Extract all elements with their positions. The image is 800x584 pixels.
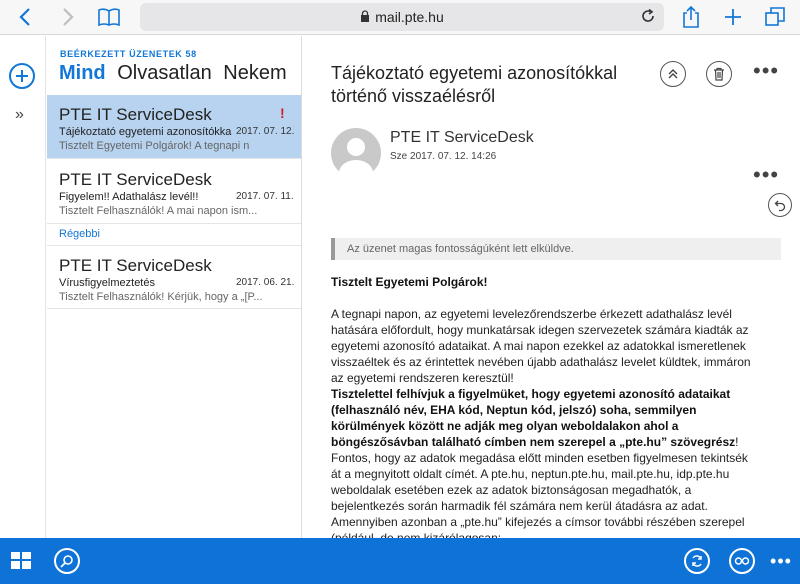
apps-grid-icon[interactable] bbox=[9, 548, 35, 574]
message-date: 2017. 07. 11. bbox=[236, 191, 294, 202]
address-bar[interactable] bbox=[140, 3, 664, 31]
bookmarks-icon[interactable] bbox=[96, 4, 122, 30]
filter-to-me[interactable]: Nekem bbox=[223, 62, 287, 84]
reply-icon[interactable] bbox=[768, 193, 792, 217]
message-subject: Vírusfigyelmeztetés bbox=[59, 277, 155, 289]
email-sent-date: Sze 2017. 07. 12. 14:26 bbox=[390, 151, 497, 162]
delete-icon[interactable] bbox=[706, 61, 732, 87]
expand-icon[interactable]: » bbox=[15, 106, 24, 123]
email-paragraph-rest: ! Fontos, hogy az adatok megadása előtt minden esetben figyelmesen tekintsék át a megnyitott oldalt címét. A pte.hu, neptun.pte.hu, mail.pte.hu, idp.pte.hu weboldalak esetében ezek az adatok biztonságosan megadhatók, a bejelentkezés során harmadik fél számára nem kerül átadásra az adat. Amennyiben azonban a „pte.hu” kifejezés a címsor további részében szerepel bbox=[331, 435, 748, 529]
search-icon[interactable] bbox=[54, 548, 80, 574]
message-list-pane bbox=[47, 36, 302, 538]
message-date: 2017. 06. 21. bbox=[236, 277, 295, 288]
collapse-icon[interactable] bbox=[660, 61, 686, 87]
share-icon[interactable] bbox=[678, 4, 704, 30]
left-rail bbox=[0, 36, 46, 538]
lock-icon bbox=[360, 9, 370, 25]
message-sender: PTE IT ServiceDesk bbox=[59, 256, 212, 275]
message-sender: PTE IT ServiceDesk bbox=[59, 105, 212, 124]
compose-icon[interactable] bbox=[9, 63, 35, 89]
more-options-icon[interactable]: ••• bbox=[753, 58, 780, 83]
group-header-older: Régebbi bbox=[59, 228, 100, 240]
message-item[interactable] bbox=[47, 245, 301, 309]
more-icon[interactable]: ••• bbox=[770, 550, 792, 571]
message-subject: Figyelem!! Adathalász levél!! bbox=[59, 191, 199, 203]
sync-icon[interactable] bbox=[684, 548, 710, 574]
email-sender: PTE IT ServiceDesk bbox=[390, 129, 534, 146]
forward-icon[interactable] bbox=[55, 4, 81, 30]
browser-toolbar bbox=[0, 0, 800, 35]
importance-notice: Az üzenet magas fontosságúként lett elküldve. bbox=[331, 238, 781, 260]
filter-all[interactable]: Mind bbox=[59, 62, 106, 84]
message-date: 2017. 07. 12. bbox=[236, 126, 295, 137]
message-item[interactable] bbox=[47, 160, 301, 224]
inbox-count: BEÉRKEZETT ÜZENETEK 58 bbox=[60, 49, 197, 59]
importance-flag-icon: ! bbox=[280, 105, 285, 121]
reading-pane bbox=[303, 36, 800, 538]
message-preview: Tisztelt Egyetemi Polgárok! A tegnapi n bbox=[59, 140, 250, 152]
tabs-icon[interactable] bbox=[762, 4, 788, 30]
url-text: mail.pte.hu bbox=[375, 9, 444, 25]
email-paragraph: A tegnapi napon, az egyetemi levelezőrendszerbe érkezett adathalász levél hatására előfordult, hogy munkatársak idegen szervezetek számára kiadták az egyetemi azonosító adataikat. A mai napon ezekkel az adatokkal ismeretlenek visszaéltek és az érintettek nevében újabb adathalász levelet küldtek, immáron az egyetemi rendszeren keresztül! bbox=[331, 307, 751, 385]
filter-tabs bbox=[59, 62, 293, 85]
back-icon[interactable] bbox=[12, 4, 38, 30]
message-item-selected[interactable] bbox=[47, 95, 301, 159]
email-bold-warning: Tisztelettel felhívjuk a figyelmüket, hogy egyetemi azonosító adataikat (felhasználó név, EHA kód, Neptun kód, jelszó) soha, semmilyen körülmények között ne adják meg olyan weboldalakon ahol a böngészősávban található címben nem szerepel a „pte.hu” szövegrész bbox=[331, 387, 736, 449]
email-title: Tájékoztató egyetemi azonosítókkal történő visszaélésről bbox=[331, 63, 618, 106]
reload-icon[interactable] bbox=[640, 8, 656, 27]
message-preview: Tisztelt Felhasználók! Kérjük, hogy a „[P... bbox=[59, 291, 263, 303]
email-greeting: Tisztelt Egyetemi Polgárok! bbox=[331, 275, 488, 289]
new-tab-icon[interactable] bbox=[720, 4, 746, 30]
message-subject: Tájékoztató egyetemi azonosítókka bbox=[59, 126, 232, 138]
message-preview: Tisztelt Felhasználók! A mai napon ism... bbox=[59, 205, 258, 217]
message-more-icon[interactable]: ••• bbox=[753, 162, 780, 187]
message-sender: PTE IT ServiceDesk bbox=[59, 170, 212, 189]
bottom-toolbar bbox=[0, 538, 800, 584]
view-toggle-icon[interactable] bbox=[729, 548, 755, 574]
filter-unread[interactable]: Olvasatlan bbox=[117, 62, 212, 84]
avatar bbox=[331, 128, 381, 178]
